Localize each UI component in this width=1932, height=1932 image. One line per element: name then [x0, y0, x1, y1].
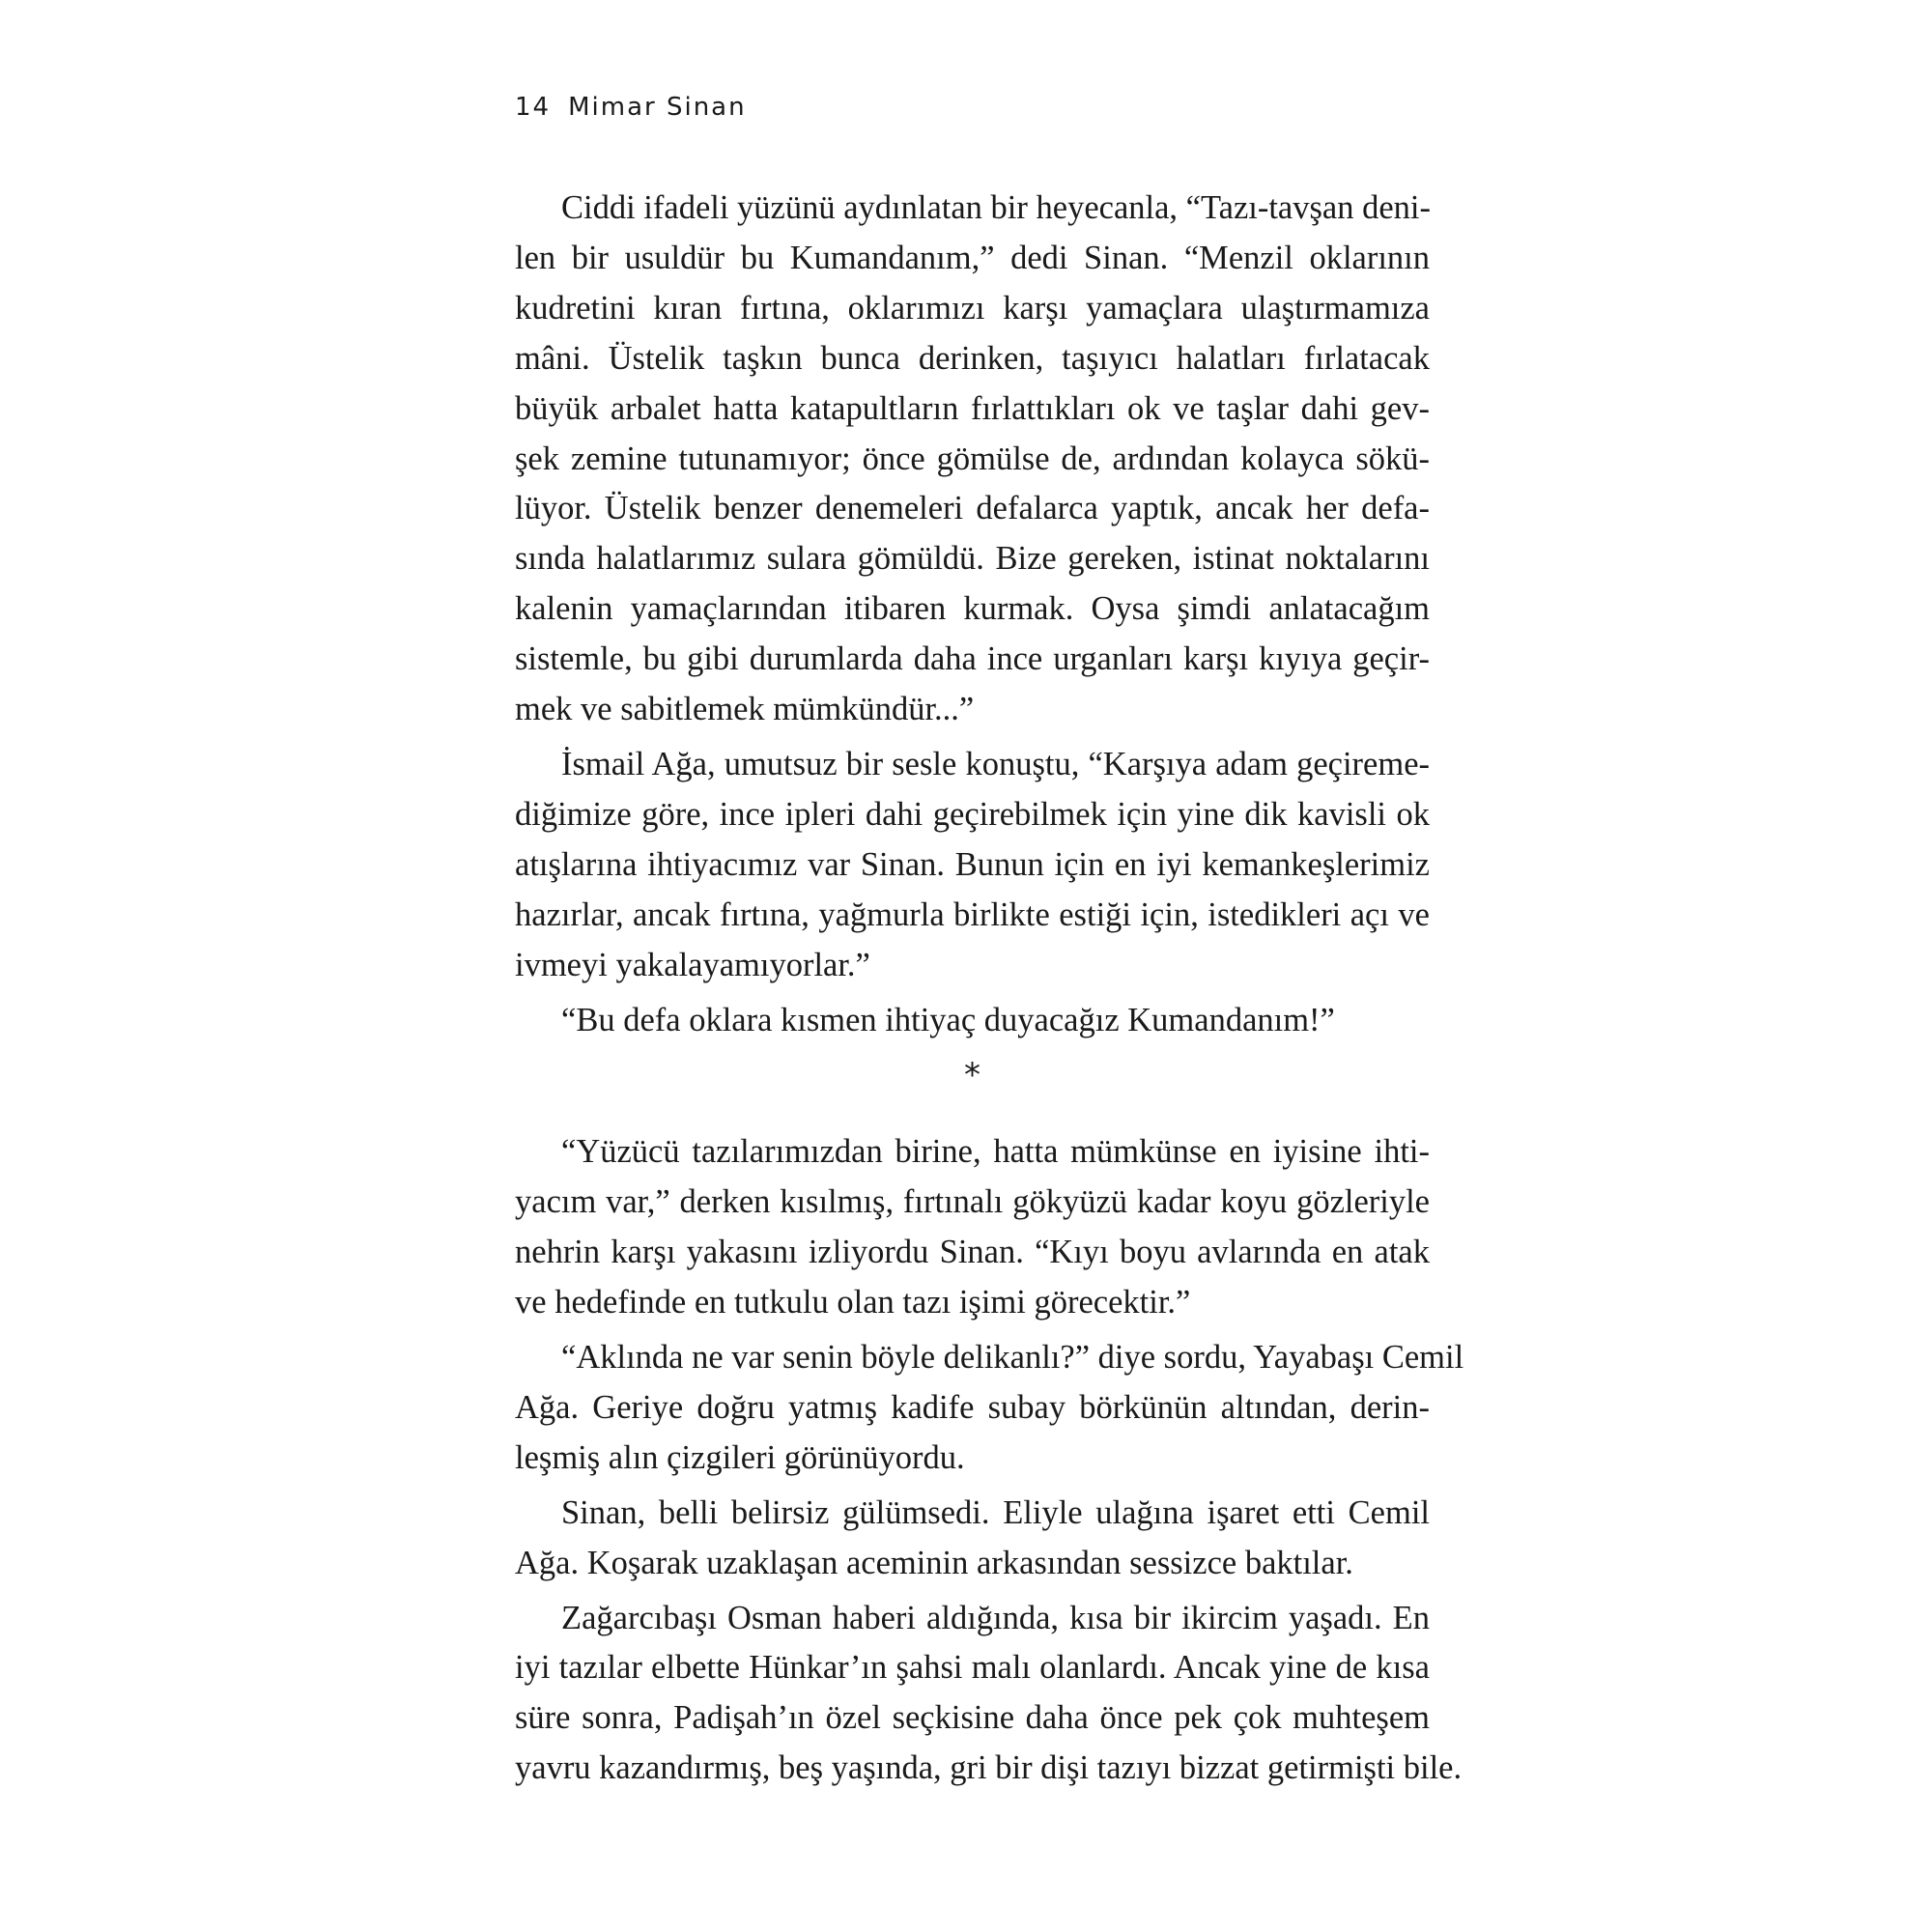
- body-text: [515, 184, 1464, 1799]
- text-line: Ağa. Koşarak uzaklaşan aceminin arkasından sessizce baktılar.: [515, 1544, 1353, 1581]
- paragraph: [515, 1127, 1430, 1328]
- text-line: ve hedefinde en tutkulu olan tazı işimi görecektir.”: [515, 1284, 1191, 1321]
- text-line: Ciddi ifadeli yüzünü aydınlatan bir heyecanla, “Tazı-tavşan deni-: [561, 189, 1431, 226]
- text-section-after-break: [515, 1127, 1464, 1794]
- text-line: ivmeyi yakalayamıyorlar.”: [515, 946, 870, 983]
- paragraph: [515, 1489, 1430, 1589]
- paragraph: [515, 1333, 1464, 1484]
- text-line: Ağa. Geriye doğru yatmış kadife subay börkünün altından, derin-: [515, 1388, 1430, 1426]
- text-line: mek ve sabitlemek mümkündür...”: [515, 691, 975, 728]
- text-line: “Bu defa oklara kısmen ihtiyaç duyacağız Kumandanım!”: [561, 1001, 1335, 1038]
- paragraph: [515, 184, 1430, 735]
- text-line: “Aklında ne var senin böyle delikanlı?” diye sordu, Yayabaşı Cemil: [561, 1339, 1464, 1377]
- text-line: nehrin karşı yakasını izliyordu Sinan. “Kıyı boyu avlarında en atak: [515, 1234, 1430, 1271]
- text-line: leşmiş alın çizgileri görünüyordu.: [515, 1438, 965, 1476]
- text-line: Sinan, belli belirsiz gülümsedi. Eliyle ulağına işaret etti Cemil: [561, 1493, 1430, 1531]
- text-line: büyük arbalet hatta katapultların fırlattıkları ok ve taşlar dahi gev-: [515, 389, 1430, 427]
- text-line: yacım var,” derken kısılmış, fırtınalı gökyüzü kadar koyu gözleriyle: [515, 1183, 1430, 1221]
- running-head: [515, 93, 747, 122]
- text-line: iyi tazılar elbette Hünkar’ın şahsi malı olanlardı. Ancak yine de kısa: [515, 1649, 1430, 1687]
- text-line: İsmail Ağa, umutsuz bir sesle konuştu, “Karşıya adam geçireme-: [561, 745, 1430, 782]
- text-line: hazırlar, ancak fırtına, yağmurla birlikte estiği için, istedikleri açı ve: [515, 895, 1430, 933]
- text-line: mâni. Üstelik taşkın bunca derinken, taşıyıcı halatları fırlatacak: [515, 339, 1430, 377]
- text-line: süre sonra, Padişah’ın özel seçkisine daha önce pek çok muhteşem: [515, 1699, 1430, 1737]
- text-line: Zağarcıbaşı Osman haberi aldığında, kısa bir ikircim yaşadı. En: [561, 1599, 1430, 1636]
- text-section-before-break: [515, 184, 1430, 1045]
- text-line: diğimize göre, ince ipleri dahi geçirebilmek için yine dik kavisli ok: [515, 795, 1430, 833]
- text-line: lüyor. Üstelik benzer denemeleri defalarca yaptık, ancak her defa-: [515, 490, 1430, 527]
- text-line: şek zemine tutunamıyor; önce gömülse de, ardından kolayca sökü-: [515, 440, 1430, 477]
- book-title: Mimar Sinan: [568, 93, 747, 122]
- text-line: kudretini kıran fırtına, oklarımızı karşı yamaçlara ulaştırmamıza: [515, 289, 1430, 327]
- text-line: kalenin yamaçlarından itibaren kurmak. Oysa şimdi anlatacağım: [515, 590, 1430, 628]
- text-line: len bir usuldür bu Kumandanım,” dedi Sinan. “Menzil oklarının: [515, 239, 1430, 276]
- text-line: sistemle, bu gibi durumlarda daha ince urganları karşı kıyıya geçir-: [515, 640, 1430, 678]
- text-line: yavru kazandırmış, beş yaşında, gri bir dişi tazıyı bizzat getirmişti bile.: [515, 1749, 1463, 1787]
- section-break-asterisk: *: [964, 1056, 980, 1095]
- page-number: 14: [515, 93, 552, 122]
- text-line: sında halatlarımız sulara gömüldü. Bize gereken, istinat noktalarını: [515, 540, 1430, 578]
- paragraph: [515, 996, 1430, 1046]
- text-line: atışlarına ihtiyacımız var Sinan. Bunun için en iyi kemankeşlerimiz: [515, 845, 1430, 883]
- text-line: “Yüzücü tazılarımızdan birine, hatta mümkünse en iyisine ihti-: [561, 1133, 1430, 1171]
- paragraph: [515, 740, 1430, 991]
- paragraph: [515, 1594, 1463, 1795]
